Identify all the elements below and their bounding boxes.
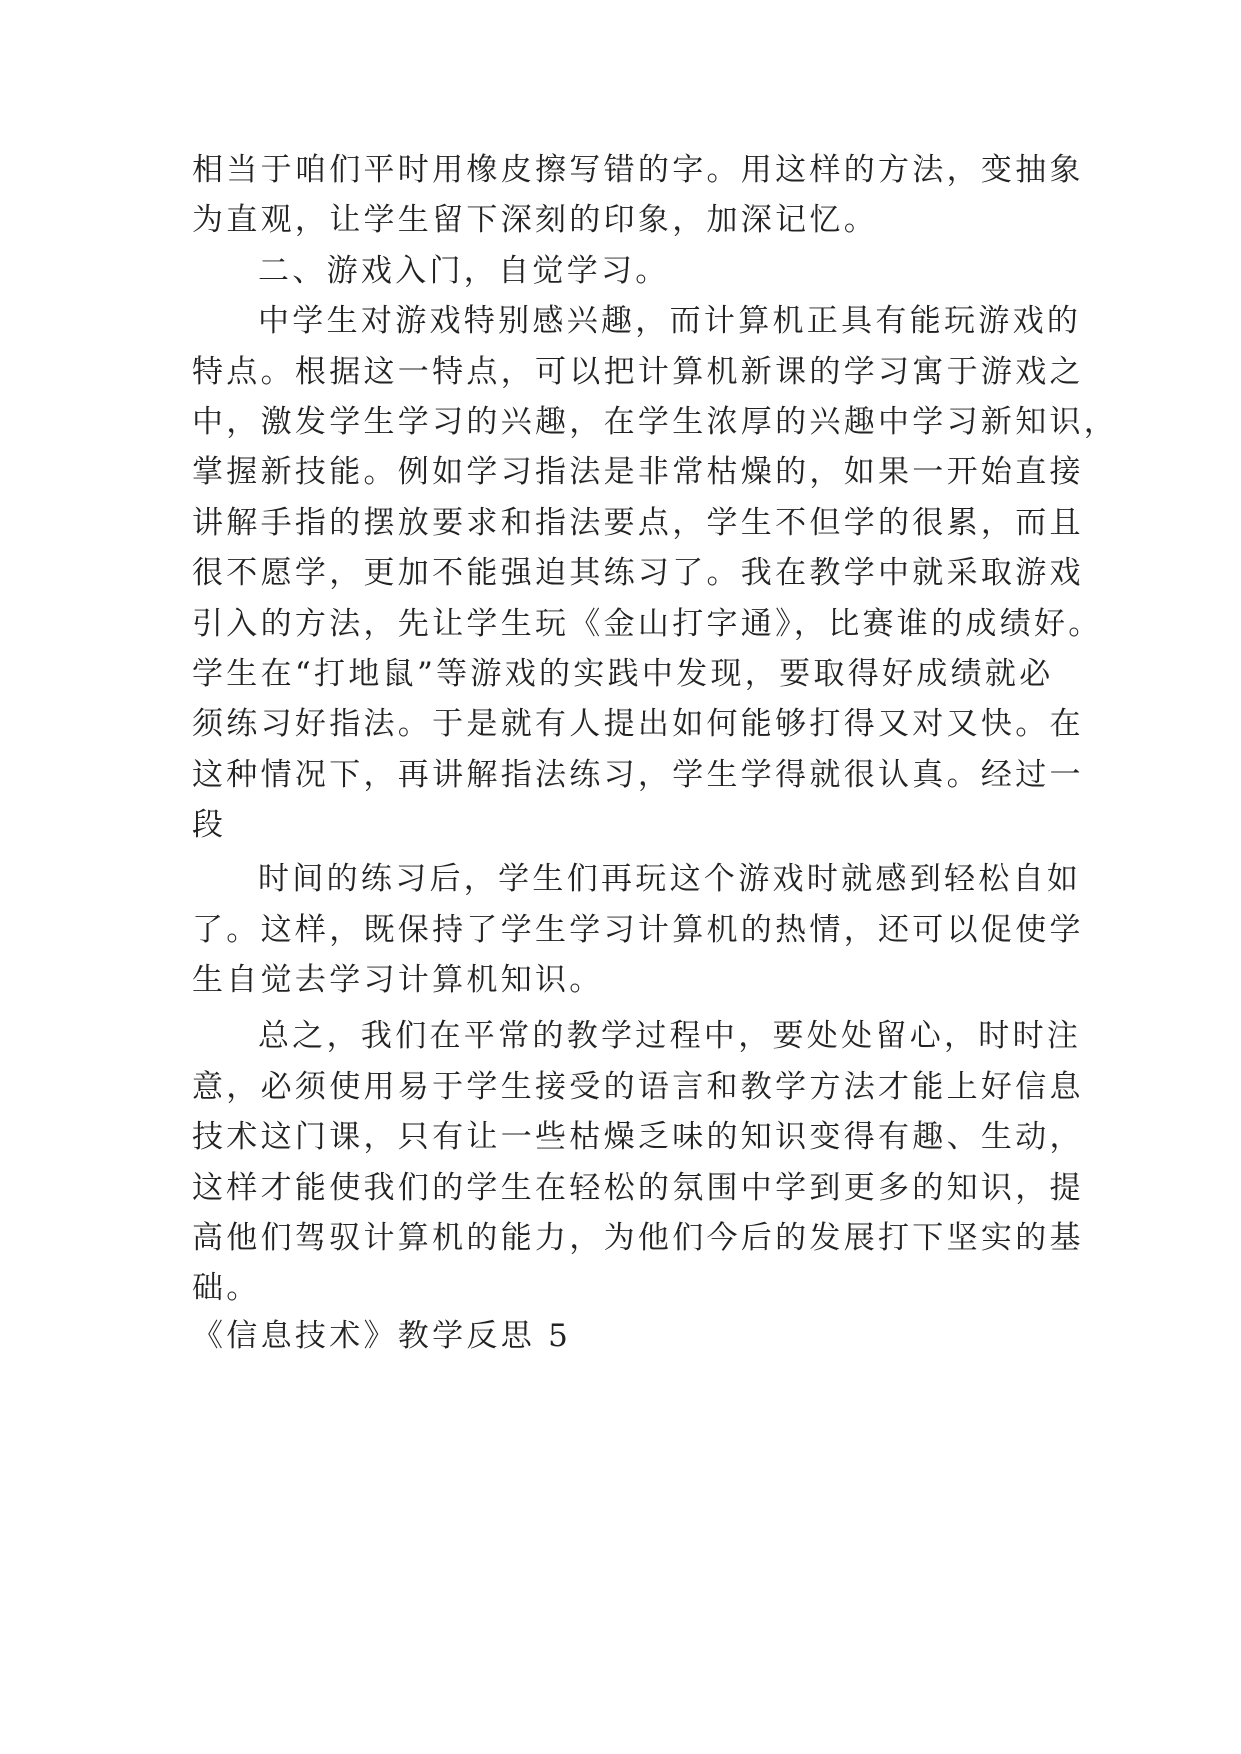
text-line: 讲解手指的摆放要求和指法要点，学生不但学的很累，而且 (192, 505, 1084, 541)
text-line: 这样才能使我们的学生在轻松的氛围中学到更多的知识，提 (192, 1170, 1084, 1206)
text-line: 相当于咱们平时用橡皮擦写错的字。用这样的方法，变抽象 (192, 152, 1084, 188)
text-line: 中学生对游戏特别感兴趣，而计算机正具有能玩游戏的 (258, 303, 1082, 339)
text-line: 很不愿学，更加不能强迫其练习了。我在教学中就采取游戏 (192, 555, 1084, 591)
section-heading: 《信息技术》教学反思 5 (192, 1318, 572, 1354)
text-line: 学生在“打地鼠”等游戏的实践中发现，要取得好成绩就必 (192, 656, 1054, 692)
text-line: 高他们驾驭计算机的能力，为他们今后的发展打下坚实的基 (192, 1220, 1084, 1256)
text-line: 中，激发学生学习的兴趣，在学生浓厚的兴趣中学习新知识， (192, 404, 1119, 440)
text-line: 引入的方法，先让学生玩《金山打字通》，比赛谁的成绩好。 (192, 606, 1103, 642)
text-line: 为直观，让学生留下深刻的印象，加深记忆。 (192, 202, 878, 238)
text-line: 础。 (192, 1270, 261, 1306)
text-line: 技术这门课，只有让一些枯燥乏味的知识变得有趣、生动， (192, 1119, 1084, 1155)
section-subheading: 二、游戏入门，自觉学习。 (258, 253, 670, 289)
text-line: 段 (192, 807, 227, 843)
text-line: 总之，我们在平常的教学过程中，要处处留心，时时注 (258, 1018, 1082, 1054)
text-line: 须练习好指法。于是就有人提出如何能够打得又对又快。在 (192, 706, 1084, 742)
text-line: 生自觉去学习计算机知识。 (192, 962, 604, 998)
text-line: 了。这样，既保持了学生学习计算机的热情，还可以促使学 (192, 912, 1084, 948)
text-line: 掌握新技能。例如学习指法是非常枯燥的，如果一开始直接 (192, 454, 1084, 490)
text-line: 这种情况下，再讲解指法练习，学生学得就很认真。经过一 (192, 757, 1084, 793)
text-line: 时间的练习后，学生们再玩这个游戏时就感到轻松自如 (258, 861, 1082, 897)
text-line: 意，必须使用易于学生接受的语言和教学方法才能上好信息 (192, 1069, 1084, 1105)
text-line: 特点。根据这一特点，可以把计算机新课的学习寓于游戏之 (192, 354, 1084, 390)
